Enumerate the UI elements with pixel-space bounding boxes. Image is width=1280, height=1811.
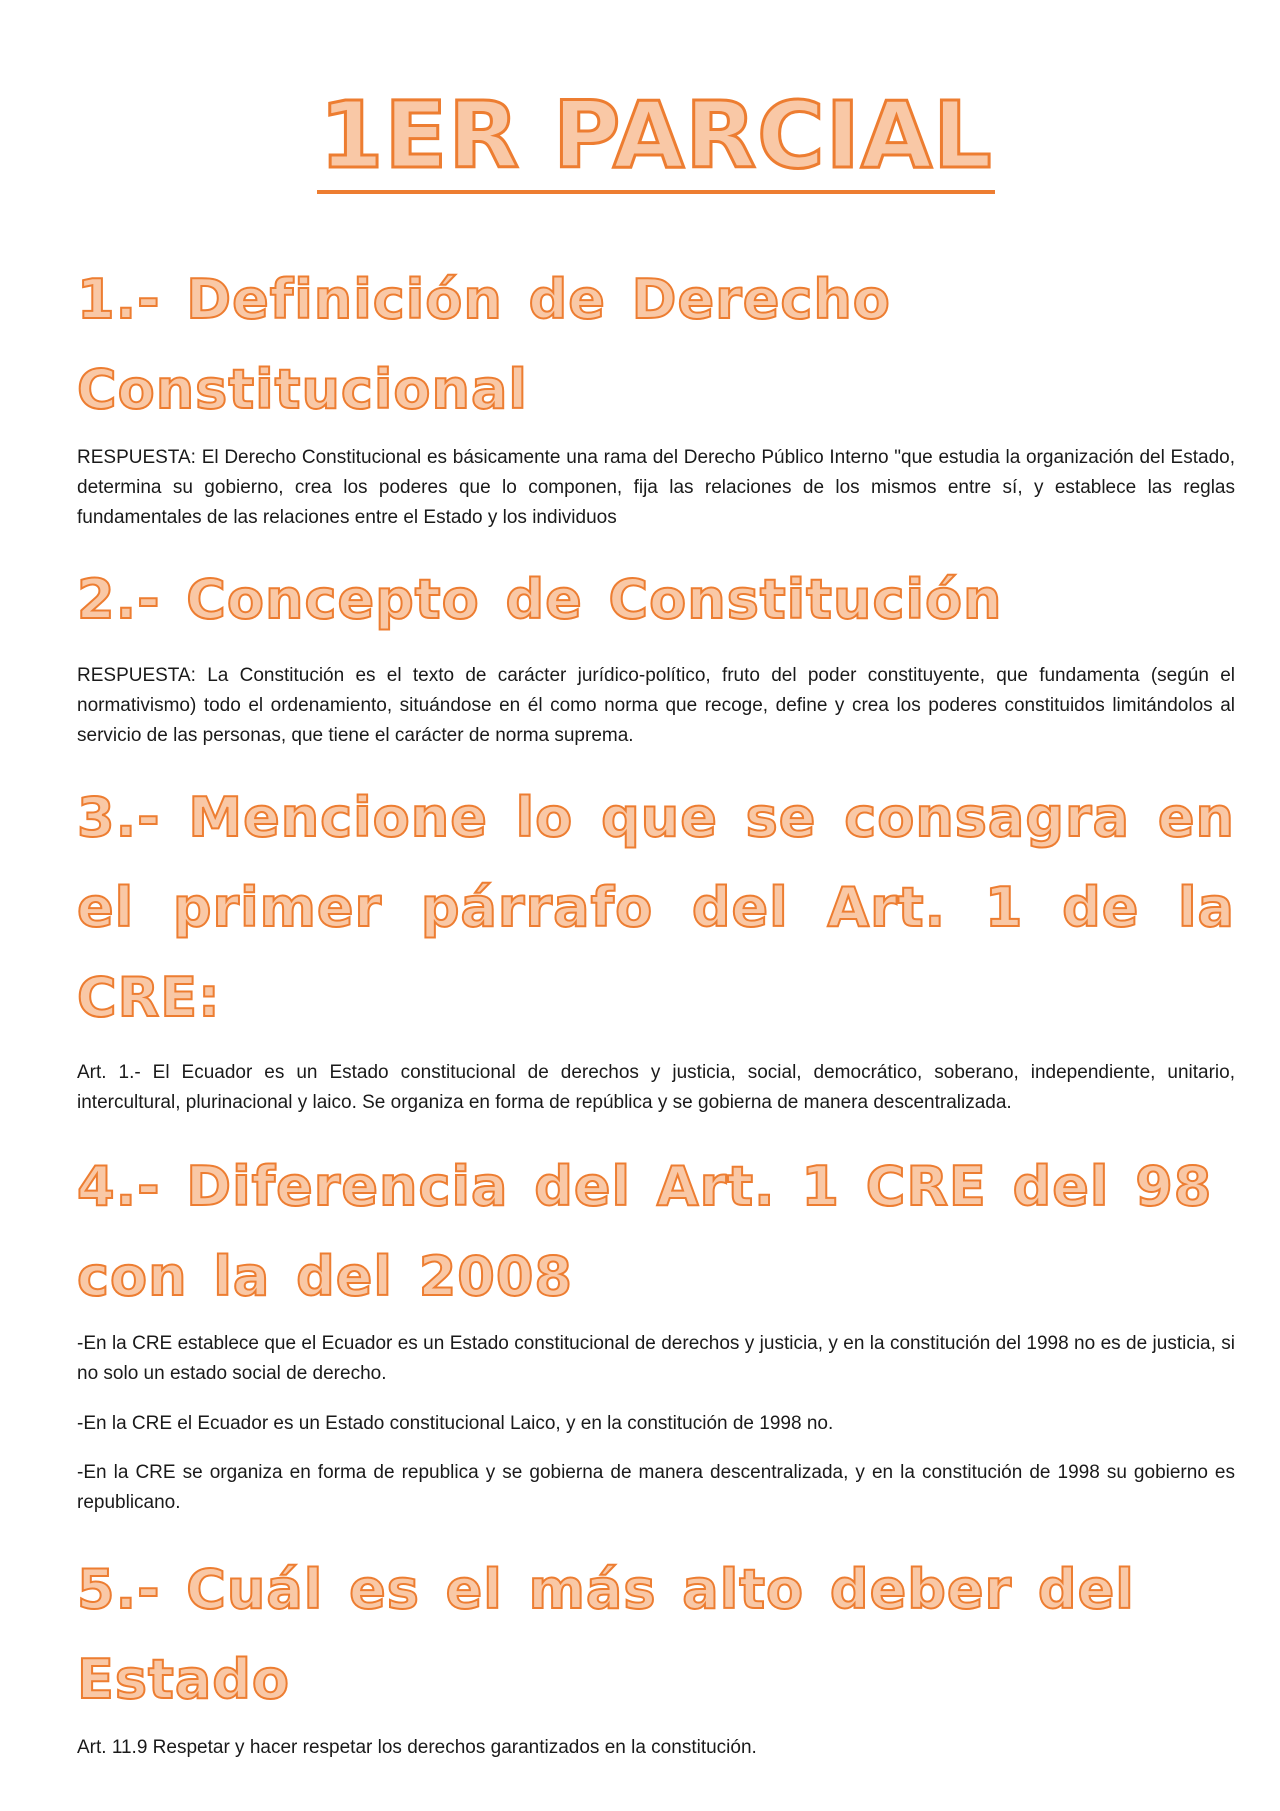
section-4-answer-1: -En la CRE establece que el Ecuador es un Estado constitucional de derechos y justicia, y en la constitución del 1998 no es de justicia, si no solo un estado social de derecho. bbox=[77, 1333, 1235, 1384]
section-2-heading: 2.- Concepto de Constitución bbox=[77, 568, 1003, 631]
section-5-heading: 5.- Cuál es el más alto deber del Estado bbox=[77, 1558, 1135, 1711]
section-1-heading: 1.- Definición de Derecho Constitucional bbox=[77, 268, 891, 421]
section-4-answer-3: -En la CRE se organiza en forma de republica y se gobierna de manera descentralizada, y en la constitución de 1998 su gobierno es republicano. bbox=[77, 1462, 1235, 1513]
section-5-answer: Art. 11.9 Respetar y hacer respetar los derechos garantizados en la constitución. bbox=[77, 1737, 757, 1758]
document-title-text: 1ER PARCIAL bbox=[317, 90, 994, 194]
document-title bbox=[77, 82, 1235, 194]
section-4-heading: 4.- Diferencia del Art. 1 CRE del 98 con la del 2008 bbox=[77, 1155, 1213, 1308]
section-1-answer: RESPUESTA: El Derecho Constitucional es básicamente una rama del Derecho Público Interno "que estudia la organización del Estado, determina su gobierno, crea los poderes que lo componen, fija las relaciones de los mismos entre sí, y establece las reglas fundamentales de las relaciones entre el Estado y los individuos bbox=[77, 447, 1235, 528]
section-2-answer: RESPUESTA: La Constitución es el texto de carácter jurídico-político, fruto del poder constituyente, que fundamenta (según el normativismo) todo el ordenamiento, situándose en él como norma que recoge, define y crea los poderes constituidos limitándolos al servicio de las personas, que tiene el carácter de norma suprema. bbox=[77, 665, 1235, 746]
section-3-heading: 3.- Mencione lo que se consagra en el primer párrafo del Art. 1 de la CRE: bbox=[77, 786, 1235, 1029]
section-4-answer-2: -En la CRE el Ecuador es un Estado constitucional Laico, y en la constitución de 1998 no. bbox=[77, 1413, 834, 1434]
section-3-answer: Art. 1.- El Ecuador es un Estado constitucional de derechos y justicia, social, democrático, soberano, independiente, unitario, intercultural, plurinacional y laico. Se organiza en forma de república y se gobierna de manera descentralizada. bbox=[77, 1062, 1235, 1113]
